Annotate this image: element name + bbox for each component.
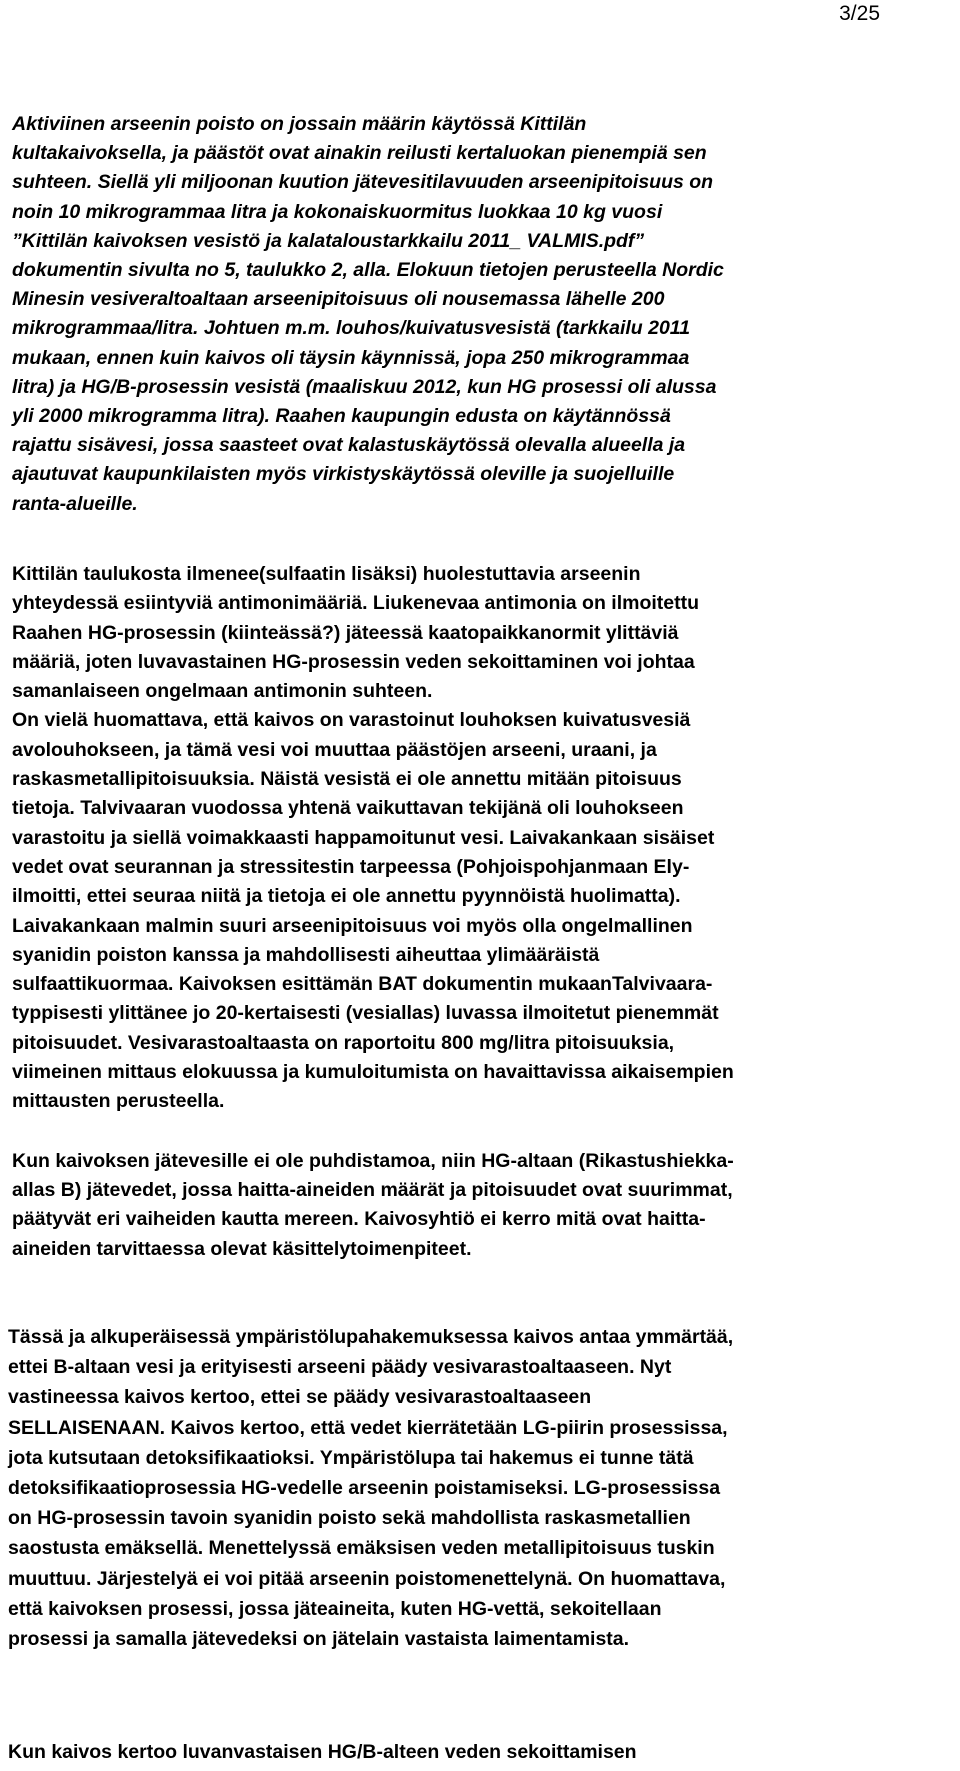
text-line: aineiden tarvittaessa olevat käsittelytoimenpiteet. [12,1237,472,1260]
text-line: että kaivoksen prosessi, jossa jäteaineita, kuten HG-vettä, sekoitellaan [8,1597,662,1620]
text-line: Laivakankaan malmin suuri arseenipitoisuus voi myös olla ongelmallinen [12,914,693,937]
text-line: typpisesti ylittänee jo 20-kertaisesti (vesiallas) luvassa ilmoitetut pienemmät [12,1002,719,1025]
text-line: ajautuvat kaupunkilaisten myös virkistyskäytössä oleville ja suojelluille [12,463,675,486]
text-line: Kun kaivoksen jätevesille ei ole puhdistamoa, niin HG-altaan (Rikastushiekka- [12,1150,734,1172]
text-line: raskasmetallipitoisuuksia. Näistä vesistä ei ole annettu mitään pitoisuus [12,768,682,791]
text-line: Raahen HG-prosessin (kiinteässä?) jäteessä kaatopaikkanormit ylittäviä [12,621,679,644]
text-line: mikrogrammaa/litra. Johtuen m.m. louhos/kuivatusvesistä (tarkkailu 2011 [12,317,691,340]
text-line: detoksifikaatioprosessia HG-vedelle arseenin poistamiseksi. LG-prosessissa [8,1477,721,1500]
text-line: Kittilän taulukosta ilmenee(sulfaatin lisäksi) huolestuttavia arseenin [12,563,641,585]
text-line: ettei B-altaan vesi ja erityisesti arseeni päädy vesivarastoaltaaseen. Nyt [8,1356,672,1379]
text-line: mukaan, ennen kuin kaivos oli täysin käynnissä, jopa 250 mikrogrammaa [12,346,690,369]
text-line: päätyvät eri vaiheiden kautta mereen. Kaivosyhtiö ei kerro mitä ovat haitta- [12,1208,706,1231]
paragraph-arsenic-removal [12,110,724,519]
paragraph-antimony [12,560,734,1117]
text-line: On vielä huomattava, että kaivos on varastoinut louhoksen kuivatusvesiä [12,709,691,732]
paragraph-permit-application [8,1322,733,1654]
text-line: vastineessa kaivos kertoo, ettei se päädy vesivarastoaltaaseen [8,1386,592,1409]
paragraph-wastewater [12,1147,734,1264]
text-line: Tässä ja alkuperäisessä ympäristölupahakemuksessa kaivos antaa ymmärtää, [8,1326,734,1348]
text-line: dokumentin sivulta no 5, taulukko 2, alla. Elokuun tietojen perusteella Nordic [12,259,724,282]
text-line: mittausten perusteella. [12,1090,225,1113]
text-line: yhteydessä esiintyviä antimonimääriä. Liukenevaa antimonia on ilmoitettu [12,592,700,615]
text-line: allas B) jätevedet, jossa haitta-aineiden määrät ja pitoisuudet ovat suurimmat, [12,1179,733,1202]
text-line: on HG-prosessin tavoin syanidin poisto sekä mahdollista raskasmetallien [8,1507,691,1530]
text-line: syanidin poiston kanssa ja mahdollisesti aiheuttaa ylimääräistä [12,943,600,966]
text-line: vedet ovat seurannan ja stressitestin tarpeessa (Pohjoispohjanmaan Ely- [12,855,690,878]
text-line: pitoisuudet. Vesivarastoaltaasta on raportoitu 800 mg/litra pitoisuuksia, [12,1031,675,1054]
text-line: varastoitu ja siellä voimakkaasti happamoitunut vesi. Laivakankaan sisäiset [12,826,715,849]
text-line: noin 10 mikrogrammaa litra ja kokonaiskuormitus luokkaa 10 kg vuosi [12,200,663,223]
text-line: muuttuu. Järjestelyä ei voi pitää arseenin poistomenettelynä. On huomattava, [8,1567,726,1590]
text-line: yli 2000 mikrogramma litra). Raahen kaupungin edusta on käytännössä [12,405,671,428]
text-line: tietoja. Talvivaaran vuodossa yhtenä vaikuttavan tekijänä oli louhokseen [12,797,684,820]
text-line: suhteen. Siellä yli miljoonan kuution jätevesitilavuuden arseenipitoisuus on [12,171,714,194]
text-line: samanlaiseen ongelmaan antimonin suhteen. [12,680,433,703]
text-line: ilmoitti, ettei seuraa niitä ja tietoja ei ole annettu pyynnöistä huolimatta). [12,885,681,908]
text-line: Aktiviinen arseenin poisto on jossain määrin käytössä Kittilän [12,113,587,135]
text-line: saostusta emäksellä. Menettelyssä emäksisen veden metallipitoisuus tuskin [8,1537,715,1560]
text-line: Minesin vesiveraltoaltaan arseenipitoisuus oli nousemassa lähelle 200 [12,288,665,311]
text-line: ranta-alueille. [12,492,138,515]
page-number: 3/25 [839,2,880,25]
text-line: sulfaattikuormaa. Kaivoksen esittämän BAT dokumentin mukaanTalvivaara- [12,973,713,996]
text-line: kultakaivoksella, ja päästöt ovat ainakin reilusti kertaluokan pienempiä sen [12,142,707,165]
text-line: viimeinen mittaus elokuussa ja kumuloitumista on havaittavissa aikaisempien [12,1061,734,1084]
text-line: avolouhokseen, ja tämä vesi voi muuttaa päästöjen arseeni, uraani, ja [12,738,657,761]
text-line: litra) ja HG/B-prosessin vesistä (maaliskuu 2012, kun HG prosessi oli alussa [12,375,717,398]
text-line: määriä, joten luvavastainen HG-prosessin veden sekoittaminen voi johtaa [12,650,695,673]
text-line: rajattu sisävesi, jossa saasteet ovat kalastuskäytössä olevalla alueella ja [12,434,686,457]
paragraph-mixing [8,1737,637,1767]
text-line: SELLAISENAAN. Kaivos kertoo, että vedet kierrätetään LG-piirin prosessissa, [8,1416,728,1439]
text-line: Kun kaivos kertoo luvanvastaisen HG/B-alteen veden sekoittamisen [8,1741,637,1763]
text-line: ”Kittilän kaivoksen vesistö ja kalataloustarkkailu 2011_ VALMIS.pdf” [12,229,645,252]
text-line: jota kutsutaan detoksifikaatioksi. Ympäristölupa tai hakemus ei tunne tätä [8,1446,694,1469]
text-line: prosessi ja samalla jätevedeksi on jätelain vastaista laimentamista. [8,1628,630,1651]
